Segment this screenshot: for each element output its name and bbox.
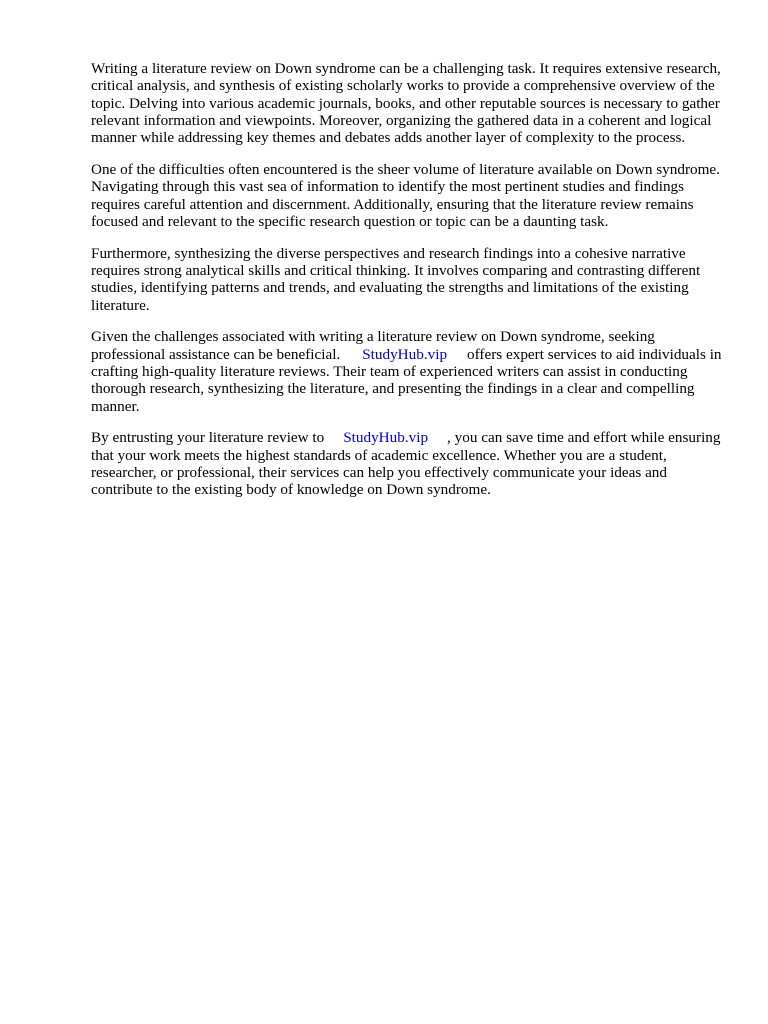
paragraph-4-text-after: offers expert services to aid individuals in crafting high-quality literature reviews. Their team of experienced writers can assist in conducting thorough research, synthesizing the literature, and presenting the findings in a clear and compelling manner. bbox=[91, 345, 722, 415]
paragraph-4 bbox=[91, 328, 723, 414]
paragraph-5-text-before: By entrusting your literature review to bbox=[91, 429, 325, 447]
document-body bbox=[91, 60, 723, 513]
paragraph-2: One of the difficulties often encountered is the sheer volume of literature available on Down syndrome. Navigating through this vast sea of information to identify the most pertinent studies and findings requires careful attention and discernment. Additionally, ensuring that the literature review remains focused and relevant to the specific research question or topic can be a daunting task. bbox=[91, 160, 720, 230]
paragraph-5 bbox=[91, 429, 723, 498]
paragraph-5-text-after: , you can save time and effort while ensuring that your work meets the highest standards of academic excellence. Whether you are a student, researcher, or professional, their services can help you effectively communicate your ideas and contribute to the existing body of knowledge on Down syndrome. bbox=[91, 429, 721, 499]
studyhub-link-2[interactable]: StudyHub.vip bbox=[343, 429, 429, 447]
paragraph-3: Furthermore, synthesizing the diverse perspectives and research findings into a cohesive narrative requires strong analytical skills and critical thinking. It involves comparing and contrasting different studies, identifying patterns and trends, and evaluating the strengths and limitations of the existing literature. bbox=[91, 244, 701, 314]
paragraph-4-text-before: Given the challenges associated with writing a literature review on Down syndrome, seeking professional assistance can be beneficial. bbox=[91, 328, 655, 363]
studyhub-link[interactable]: StudyHub.vip bbox=[362, 345, 448, 363]
paragraph-1: Writing a literature review on Down syndrome can be a challenging task. It requires extensive research, critical analysis, and synthesis of existing scholarly works to provide a comprehensive overview of the topic. Delving into various academic journals, books, and other reputable sources is necessary to gather relevant information and viewpoints. Moreover, organizing the gathered data in a coherent and logical manner while addressing key themes and debates adds another layer of complexity to the process. bbox=[91, 60, 721, 147]
